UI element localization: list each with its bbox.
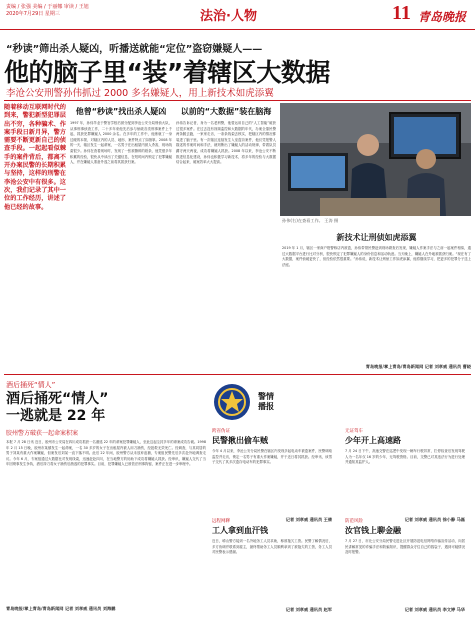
lead-intro-text: 随着移动互联网时代的到来，警犯新型犯罪层出不穷，各种骗术、作案手段日新月异，警方需要不断更新自己的侦查手段。一起起看似棘手的案件背后，都离不开办案民警的长期积累与坚持，这样的刑警在李沧公安中有很多。这次，我们记录了其中一位的工作经历，讲述了他已经的故事。 — [4, 104, 66, 211]
brief-title: 汝官钱上聊金融 — [345, 526, 401, 535]
brief-title: 少年开上高速路 — [345, 436, 401, 445]
brief-kicker: 远程网聊 — [212, 519, 230, 524]
divider — [4, 374, 471, 375]
brief-text: 今年 4 月以来，李沧公安分局民警在辖区内发现多起电动车被盗案件，民警调取监控并走访，锁定一名男子有重大作案嫌疑，并于近日将其抓获。经审讯，该男子交代了其多次盗窃电动车的犯罪事实。 — [212, 449, 332, 465]
brief-byline: 记者 刘孝威 通讯员 李文婷 马华 — [404, 607, 465, 612]
brief-text: 7 月 27 日，市北公安分局民警走进社区开展防范电信网络诈骗宣传活动，向居民讲解常见的诈骗手法和防骗知识，提醒群众守住自己的钱袋子，遇到可疑情况及时报警。 — [345, 539, 465, 555]
lead-intro — [4, 104, 66, 370]
lead-kicker: “秒读”筛出杀人疑凶，听播送就能“定位”盗窃嫌疑人—— — [6, 44, 263, 55]
lead-column-1 — [70, 104, 172, 374]
brief-kicker: 防范风险 — [345, 519, 363, 524]
section1-text: 1997 年，孙伟毕业于警官学校后被分配到李沧公安分局刑侦大队，从事刑事侦查工作，二十多年来他先后参与侦破各类刑事案件上千起，抓获犯罪嫌疑人 2000 余名。在多年的工作中，他练就了一身过硬的本领，对辖区内的人员、地形、案件特点了如指掌。2008 年的一天，辖区发生一起命案，一名男子在出租屋内被人杀害，现场线索很少。孙伟在查看现场时，发现了一张被撕碎的纸条，他凭借多年积累的经验，很快从中读出了关键信息，在短时间内锁定了犯罪嫌疑人，并在嫌疑人准备外逃之前将其抓获归案。 — [70, 121, 172, 165]
lower-byline: 青岛晚报/掌上青岛/青岛新闻网 记者 刘孝威 通讯员 刘海鹏 — [6, 606, 116, 611]
divider — [4, 100, 471, 101]
page-number: 11 — [392, 2, 411, 24]
masthead — [0, 0, 475, 30]
section2-title: 以前的“大数据”装在脑海 — [180, 107, 272, 116]
brief-kicker: 无证驾车 — [345, 429, 363, 434]
briefs-label — [258, 392, 274, 412]
lower-kicker: 酒后捅死“情人” — [6, 381, 56, 389]
masthead-info — [6, 4, 89, 18]
brief-item — [345, 428, 465, 523]
issue-date: 2020年7月29日 星期三 — [6, 11, 60, 17]
lead-headline: 他的脑子里“装”着辖区大数据 — [4, 58, 330, 87]
section3-title: 新技术让刑侦如虎添翼 — [336, 233, 417, 242]
brief-item — [212, 428, 332, 523]
brief-title: 工人拿到血汗钱 — [212, 526, 268, 535]
brief-title: 民警揪出偷车贼 — [212, 436, 268, 445]
photo-caption: 孙伟(右)在查看工作。 王涛 摄 — [282, 218, 339, 223]
briefs-label-line2: 播报 — [258, 402, 274, 411]
lead-column-2 — [176, 104, 276, 374]
lead-subhead: 李沧公安刑警孙伟抓过 2000 多名嫌疑人，用上新技术如虎添翼 — [6, 88, 274, 99]
brief-byline: 记者 刘孝威 通讯员 王倩 — [285, 517, 332, 522]
section3-text: 2019 年 1 月，辖区一家商户报警称店内被盗，孙伟带领民警赶到现场勘查后发现，嫌疑人作案手法与之前一起案件相似，通过大数据平台进行比对分析，很快锁定了犯罪嫌疑人的身份信息和活动轨迹。当天晚上，嫌疑人在外地被抓获归案。“现在有了大数据，案件侦破更快了，但经验依然很重要。”孙伟说，新技术让刑侦工作如虎添翼，他将继续学习，把更多的犯罪分子送上法庭。 — [282, 246, 471, 267]
section1-title: 他曾“秒读”找出杀人疑凶 — [75, 107, 167, 116]
brief-item — [345, 518, 465, 613]
photo-illustration — [280, 103, 471, 216]
brief-text: 7 月 24 日下午，高速交警在巡逻中发现一辆车行驶异常，拦停检查后发现驾驶人为一名年仅 16 岁的少年，无驾驶资格。目前，交警已对其违法行为进行处理并通知其监护人。 — [345, 449, 465, 465]
brief-byline: 记者 刘孝威 通讯员 徐小静 马磊 — [404, 517, 465, 522]
section2-text: 孙伟告诉记者，身为一名老刑警，他曾运用自己的“人工智能”破获过很多案件。在过去没有视频监控和大数据的年代，办案全靠民警两条腿去跑，一家家走访，一条条线索去核实，把辖区内的情况都装进了脑子里。有一次辖区连续发生入室盗窃案件，他仅凭报警人描述的作案时间和手法，就判断出了嫌疑人的活动规律，带着队员蹲守两天两夜，成功将嫌疑人抓获。2008 年以来，李沧公安不断推进信息化建设，孙伟也积极学习新技术，将多年的经验与大数据结合起来，破案效率大大提高。 — [176, 121, 276, 165]
lower-text: 本报 7 月 28 日讯 近日，胶州市公安局在四川成功抓获一名潜逃 22 年的命案犯罪嫌疑人，至此这起尘封多年的命案成功告破。1998 年 2 月 15 日晚，胶州市某镇发生一起命案，一名 30 多岁的女子在出租屋内被人用刀捅伤，经抢救无效死亡。经调查，与其同居的男子刘某有重大作案嫌疑，但案发后刘某一直下落不明。此后 22 年间，胶州警方从未放弃追捕，专案组民警先后多次赴外地调查走访。今年 6 月，专案组通过大数据比对发现线索，迅速赶赴四川，在当地警方的协助下成功将嫌疑人抓获。经审讯，嫌疑人交代了当年因琐事发生争执，酒后持刀将女子捅伤后潜逃的犯罪事实。目前，犯罪嫌疑人已被依法刑事拘留，案件正在进一步审理中。 — [6, 440, 206, 467]
lead-byline: 青岛晚报/掌上青岛/青岛新闻网 记者 刘孝威 通讯员 曹晓 — [365, 364, 471, 369]
briefs-label-line1: 警情 — [258, 392, 274, 401]
brief-text: 近日，崂山警方接到一名外地务工人员求助，称被拖欠工资。民警了解情况后，多方协调并联系到雇主，最终帮助务工人员顺利拿到了被拖欠的工资，务工人员对民警表示感谢。 — [212, 539, 332, 555]
lower-headline — [6, 391, 108, 425]
editors-line: 责编 / 张强 美编 / 于丽娜 审读 / 王旭 — [6, 4, 89, 10]
lower-subhead: 胶州警方破获一起命案积案 — [6, 430, 79, 437]
brief-item — [212, 518, 332, 613]
brief-kicker: 跨省伪证 — [212, 429, 230, 434]
brief-byline: 记者 刘孝威 通讯员 赵军 — [285, 607, 332, 612]
lower-headline-line2: 一逃就是 22 年 — [6, 408, 106, 424]
police-badge-icon — [212, 382, 252, 422]
newspaper-logo: 青岛晚报 — [418, 10, 467, 24]
section-title: 法治·人物 — [200, 9, 257, 24]
news-photo — [280, 103, 471, 216]
lower-headline-line1: 酒后捅死“情人” — [6, 391, 109, 407]
